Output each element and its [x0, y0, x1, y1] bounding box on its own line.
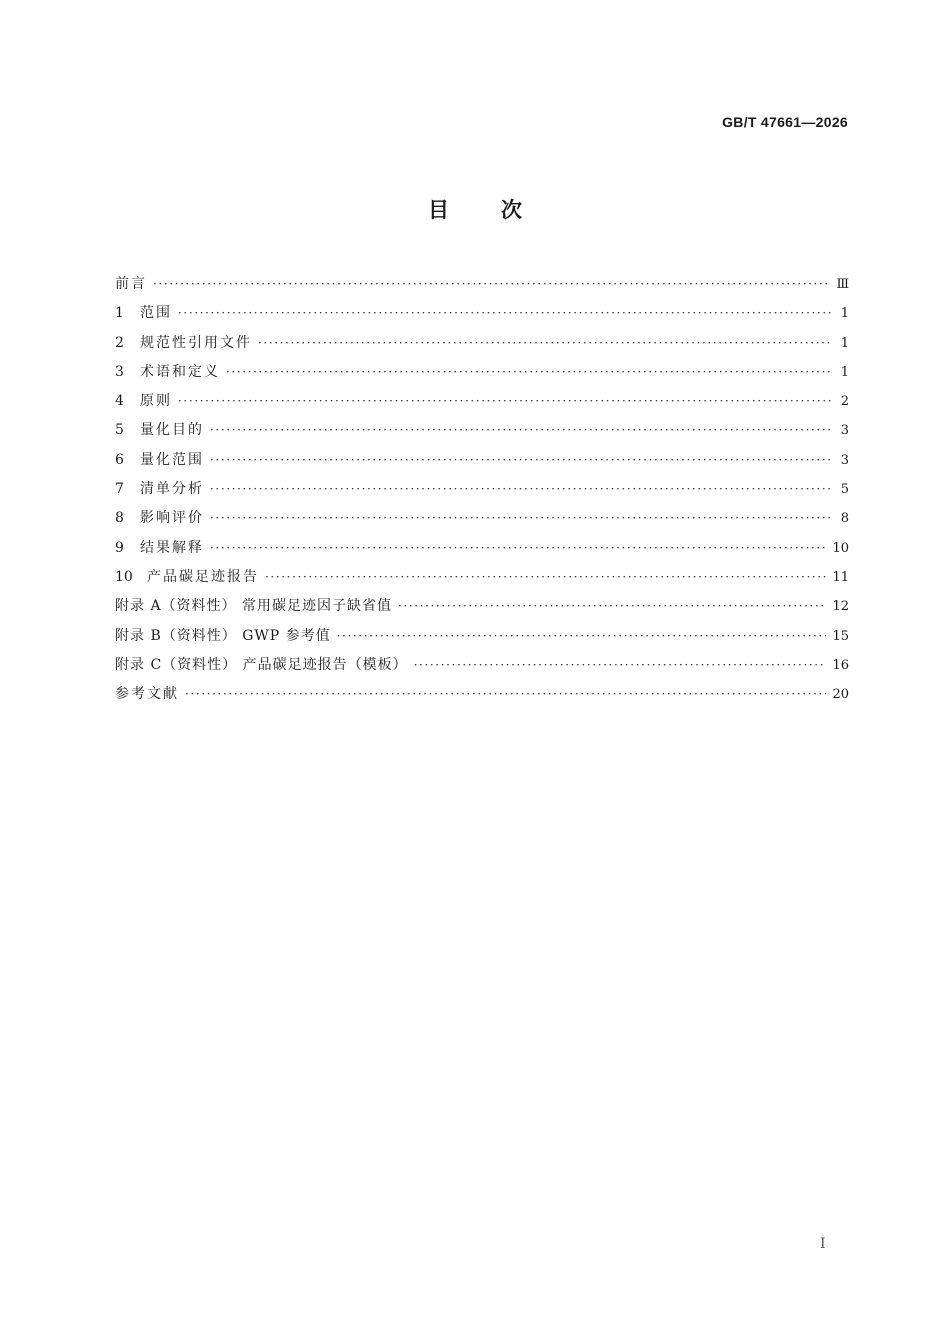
toc-entry-page: 15 [832, 628, 849, 644]
dot-leader [210, 416, 833, 445]
toc-entry-text: 产品碳足迹报告 [147, 568, 259, 585]
toc-entry-number: 7 [115, 481, 124, 498]
title-char-1: 目 [428, 198, 449, 222]
toc-entry-label [115, 563, 259, 592]
toc-entry-3[interactable] [115, 358, 849, 387]
toc-entry-label: 附录 B（资料性） GWP 参考值 [115, 627, 331, 644]
toc-entry-annex-a[interactable] [115, 592, 849, 621]
page-folio: I [820, 1236, 826, 1252]
toc-entry-label [115, 534, 204, 563]
toc-entry-5[interactable] [115, 416, 849, 445]
toc-entry-page: 3 [840, 423, 849, 439]
toc-entry-number: 1 [115, 305, 124, 322]
toc-entry-page: 2 [840, 394, 849, 410]
toc-entry-page: 16 [832, 657, 849, 673]
dot-leader [258, 329, 833, 358]
toc-entry-label [115, 387, 172, 416]
toc-entry-number: 8 [115, 510, 124, 527]
toc-entry-label [115, 358, 220, 387]
dot-leader [210, 504, 833, 533]
toc-entry-label: 参考文献 [115, 686, 179, 703]
toc-entry-page: 11 [832, 569, 849, 585]
standard-code: GB/T 47661—2026 [722, 114, 848, 130]
toc-entry-label [115, 504, 204, 533]
toc-entry-page: 1 [840, 335, 849, 351]
toc-entry-9[interactable] [115, 534, 849, 563]
toc-entry-number: 2 [115, 334, 124, 351]
toc-entry-2[interactable] [115, 329, 849, 358]
toc-entry-1[interactable] [115, 299, 849, 328]
toc-entry-bibliography[interactable] [115, 680, 849, 709]
toc-entry-label: 前言 [115, 276, 147, 292]
toc-entry-label [115, 329, 252, 358]
title-char-2: 次 [501, 198, 522, 222]
dot-leader [414, 651, 827, 680]
toc-entry-text: 影响评价 [140, 510, 204, 527]
toc-entry-page: Ⅲ [836, 277, 849, 292]
toc-entry-label: 附录 C（资料性） 产品碳足迹报告（模板） [115, 656, 408, 673]
toc-entry-4[interactable] [115, 387, 849, 416]
dot-leader [178, 299, 833, 328]
toc-entry-annex-c[interactable] [115, 651, 849, 680]
dot-leader [210, 475, 833, 504]
toc-entry-number: 10 [115, 568, 133, 585]
toc-entry-text: 清单分析 [140, 481, 204, 498]
toc-entry-number: 4 [115, 393, 124, 410]
toc-entry-page: 1 [840, 364, 849, 380]
toc-entry-annex-b[interactable] [115, 622, 849, 651]
dot-leader [337, 622, 827, 651]
dot-leader [265, 563, 826, 592]
toc-entry-text: 范围 [140, 305, 172, 322]
table-of-contents [115, 270, 849, 709]
toc-entry-8[interactable] [115, 504, 849, 533]
toc-entry-number: 9 [115, 539, 124, 556]
toc-entry-label [115, 416, 204, 445]
dot-leader [226, 358, 833, 387]
toc-entry-page: 12 [832, 599, 849, 615]
toc-entry-number: 3 [115, 363, 124, 380]
dot-leader [153, 270, 830, 299]
dot-leader [178, 387, 833, 416]
toc-entry-label: 附录 A（资料性） 常用碳足迹因子缺省值 [115, 598, 393, 615]
toc-entry-page: 8 [840, 511, 849, 527]
toc-entry-foreword[interactable] [115, 270, 849, 299]
toc-entry-text: 术语和定义 [140, 363, 220, 380]
toc-entry-6[interactable] [115, 446, 849, 475]
toc-entry-page: 20 [832, 687, 849, 703]
toc-entry-text: 量化范围 [140, 451, 204, 468]
toc-entry-page: 5 [840, 482, 849, 498]
toc-entry-page: 10 [832, 540, 849, 556]
toc-entry-number: 6 [115, 451, 124, 468]
toc-entry-label [115, 299, 172, 328]
dot-leader [185, 680, 826, 709]
dot-leader [210, 534, 826, 563]
page-title [0, 194, 950, 224]
dot-leader [398, 592, 826, 621]
toc-entry-text: 结果解释 [140, 539, 204, 556]
dot-leader [210, 446, 833, 475]
toc-entry-number: 5 [115, 422, 124, 439]
toc-entry-label [115, 446, 204, 475]
toc-entry-text: 量化目的 [140, 422, 204, 439]
toc-entry-10[interactable] [115, 563, 849, 592]
toc-entry-page: 3 [840, 452, 849, 468]
toc-entry-label [115, 475, 204, 504]
toc-entry-text: 规范性引用文件 [140, 334, 252, 351]
toc-entry-page: 1 [840, 306, 849, 322]
toc-entry-text: 原则 [140, 393, 172, 410]
toc-entry-7[interactable] [115, 475, 849, 504]
